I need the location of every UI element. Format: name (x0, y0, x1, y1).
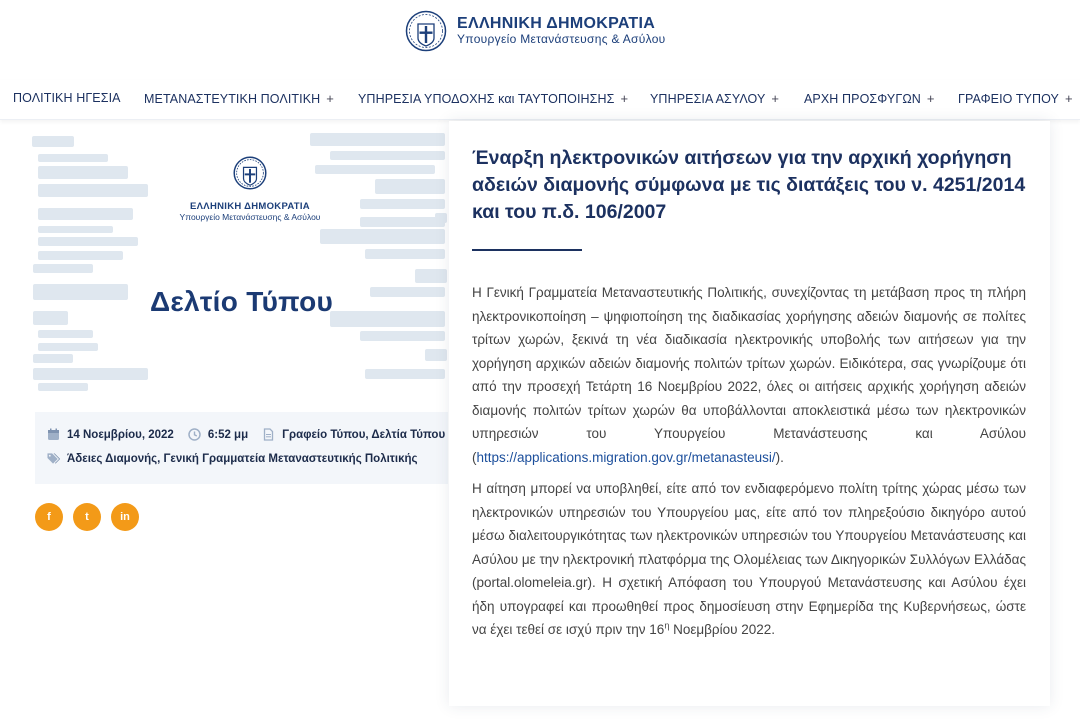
press-release-banner (30, 121, 448, 411)
linkedin-icon: in (120, 511, 130, 523)
paragraph-text: ). (775, 449, 784, 465)
greek-emblem-icon (233, 156, 267, 190)
nav-item-label: ΓΡΑΦΕΙΟ ΤΥΠΟΥ (958, 92, 1059, 106)
greek-emblem-icon (405, 10, 447, 52)
hero-logo-title: ΕΛΛΗΝΙΚΗ ΔΗΜΟΚΡΑΤΙΑ (190, 201, 310, 212)
clock-icon (188, 428, 201, 441)
nav-item-press-office[interactable] (958, 91, 1073, 106)
post-meta (35, 412, 448, 484)
article-title: Έναρξη ηλεκτρονικών αιτήσεων για την αρχική χορήγηση αδειών διαμονής σύμφωνα με τις διατάξεις του ν. 4251/2014 και του π.δ. 106/2007 (472, 147, 1026, 223)
expand-plus-icon[interactable]: + (1064, 91, 1073, 106)
article-body (472, 281, 1026, 650)
nav-item-political-leadership[interactable] (13, 91, 121, 105)
nav-item-label: ΥΠΗΡΕΣΙΑ ΑΣΥΛΟΥ (650, 92, 766, 106)
site-logo[interactable] (405, 10, 666, 52)
nav-item-refugee-authority[interactable] (804, 91, 935, 106)
title-divider (472, 249, 582, 251)
paragraph-text: Η αίτηση μπορεί να υποβληθεί, είτε από τον ενδιαφερόμενο πολίτη τρίτης χώρας μέσω των ηλεκτρονικών υπηρεσιών του Υπουργείου μας, είτε από τον πληρεξούσιο δικηγόρο αυτού μέσω διαλειτουργικότητας των ηλεκτρονικών υπηρεσιών του Υπουργείου Μετανάστευσης και Ασύλου με την ηλεκτρονική πλατφόρμα της Ολομέλειας των Δικηγορικών Συλλόγων Ελλάδας (portal.olomeleia.gr). Η σχετική Απόφαση του Υπουργού Μετανάστευσης και Ασύλου έχει ήδη υπογραφεί και προωθηθεί προς δημοσίευση στην Εφημερίδα της Κυβερνήσεως, ώστε να έχει τεθεί σε ισχύ πριν την 16 (472, 481, 1026, 637)
post-tags-row (47, 452, 418, 465)
article-paragraph-2 (472, 477, 1026, 642)
hero-logo (170, 156, 330, 222)
hero-logo-subtitle: Υπουργείο Μετανάστευσης & Ασύλου (179, 212, 321, 222)
nav-item-reception-identification[interactable] (358, 91, 628, 106)
ordinal-superscript: η (664, 620, 670, 631)
post-meta-row (47, 428, 445, 441)
calendar-icon (47, 428, 60, 441)
paragraph-text: Η Γενική Γραμματεία Μεταναστευτικής Πολιτικής, συνεχίζοντας τη μετάβαση προς τη πλήρη ηλεκτρονικοποίηση – ψηφιοποίηση της διαδικασίας χορήγησης αδειών διαμονής σε πολίτες τρίτων χωρών, ξεκινά τη νέα διαδικασία ηλεκτρονικής υποβολής των αιτήσεων για την χορήγηση αρχικών αδειών διαμονής πολιτών τρίτων χωρών. Ειδικότερα, σας γνωρίζουμε ότι από την προσεχή Τετάρτη 16 Νοεμβρίου 2022, όλες οι αιτήσεις αρχικής χορήγηση αδειών διαμονής πολιτών τρίτων χωρών θα υποβάλλονται αποκλειστικά μέσω των ηλεκτρονικών υπηρεσιών του Υπουργείου Μετανάστευσης και Ασύλου ( (472, 285, 1026, 465)
site-header (0, 0, 1080, 66)
document-icon (262, 428, 275, 441)
share-buttons (35, 503, 139, 531)
nav-item-migration-policy[interactable] (144, 91, 334, 106)
twitter-share-button[interactable] (73, 503, 101, 531)
expand-plus-icon[interactable]: + (771, 91, 780, 106)
site-subtitle: Υπουργείο Μετανάστευσης & Ασύλου (457, 32, 666, 47)
facebook-share-button[interactable] (35, 503, 63, 531)
linkedin-share-button[interactable] (111, 503, 139, 531)
nav-item-label: ΑΡΧΗ ΠΡΟΣΦΥΓΩΝ (804, 92, 921, 106)
expand-plus-icon[interactable]: + (326, 91, 334, 106)
press-release-heading: Δελτίο Τύπου (150, 286, 334, 317)
post-date: 14 Νοεμβρίου, 2022 (67, 428, 174, 441)
nav-item-asylum-service[interactable] (650, 91, 779, 106)
post-tags[interactable]: Άδειες Διαμονής, Γενική Γραμματεία Μεταναστευτικής Πολιτικής (67, 452, 418, 465)
tags-icon (47, 452, 60, 465)
expand-plus-icon[interactable]: + (926, 91, 935, 106)
twitter-icon: t (85, 511, 89, 523)
applications-link[interactable]: https://applications.migration.gov.gr/metanasteusi/ (476, 449, 776, 465)
article-card (449, 121, 1050, 706)
site-title: ΕΛΛΗΝΙΚΗ ΔΗΜΟΚΡΑΤΙΑ (457, 14, 656, 32)
nav-item-label: ΜΕΤΑΝΑΣΤΕΥΤΙΚΗ ΠΟΛΙΤΙΚΗ (144, 92, 321, 106)
paragraph-text: Νοεμβρίου 2022. (669, 622, 776, 637)
nav-item-label: ΠΟΛΙΤΙΚΗ ΗΓΕΣΙΑ (13, 91, 121, 105)
facebook-icon: f (47, 511, 51, 523)
article-paragraph-1 (472, 281, 1026, 469)
post-categories[interactable]: Γραφείο Τύπου, Δελτία Τύπου (282, 428, 446, 441)
expand-plus-icon[interactable]: + (620, 91, 629, 106)
post-time: 6:52 μμ (207, 428, 249, 441)
main-navigation (0, 80, 1080, 120)
nav-item-label: ΥΠΗΡΕΣΙΑ ΥΠΟΔΟΧΗΣ και ΤΑΥΤΟΠΟΙΗΣΗΣ (358, 92, 615, 106)
